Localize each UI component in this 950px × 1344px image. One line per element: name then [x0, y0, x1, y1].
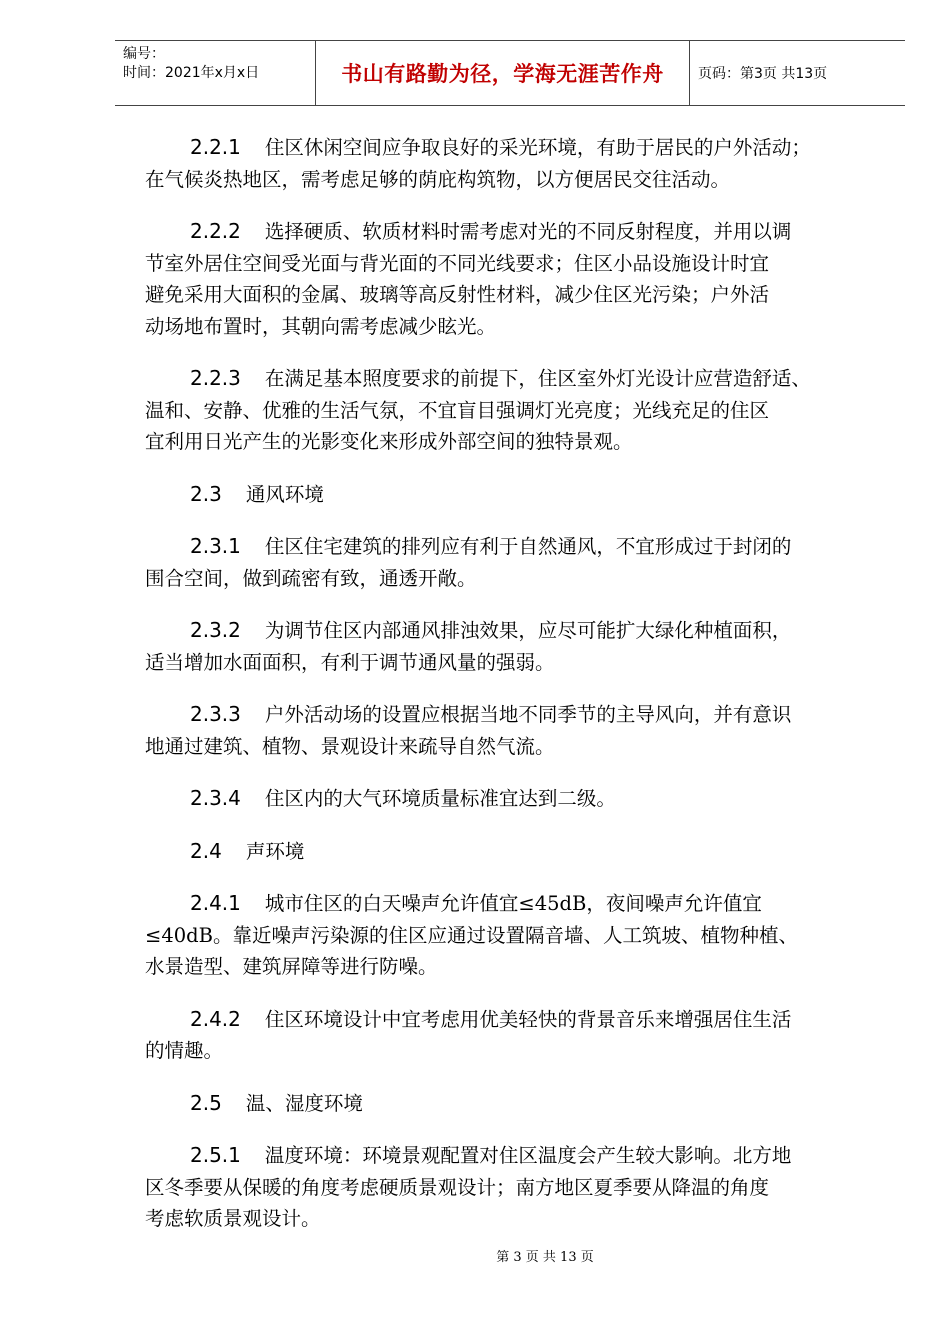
- section-number: 2.4.2: [190, 1006, 241, 1031]
- paragraph-line: 在气候炎热地区，需考虑足够的荫庇构筑物，以方便居民交往活动。: [145, 167, 731, 191]
- paragraph-line: 宜利用日光产生的光影变化来形成外部空间的独特景观。: [145, 430, 633, 453]
- paragraph-line: 温度环境：环境景观配置对住区温度会产生较大影响。北方地: [264, 1144, 792, 1167]
- section-number: 2.2.3: [190, 366, 241, 390]
- page-footer: 第 3 页 共 13 页: [496, 1250, 594, 1265]
- section-heading-2-4: [145, 836, 895, 868]
- paragraph-line: 住区住宅建筑的排列应有利于自然通风，不宜形成过于封闭的: [264, 535, 792, 558]
- paragraph-line: 住区休闲空间应争取良好的采光环境，有助于居民的户外活动；: [264, 136, 811, 159]
- paragraph-2-4-1: [145, 888, 895, 983]
- paragraph-2-3-4: [145, 783, 895, 815]
- paragraph-2-5-1: [145, 1140, 895, 1235]
- paragraph-line: 在满足基本照度要求的前提下，住区室外灯光设计应营造舒适、: [264, 367, 811, 390]
- paragraph-2-2-1: [145, 132, 895, 195]
- section-number: 2.2.1: [190, 135, 241, 159]
- paragraph-line: 户外活动场的设置应根据当地不同季节的主导风向，并有意识: [264, 703, 792, 726]
- header-meta-cell: [115, 41, 316, 105]
- section-number: 2.2.2: [190, 219, 241, 243]
- paragraph-line: 为调节住区内部通风排浊效果，应尽可能扩大绿化种植面积，: [264, 619, 792, 642]
- paragraph-line: 住区内的大气环境质量标准宜达到二级。: [264, 787, 616, 810]
- section-number: 2.5: [190, 1090, 222, 1115]
- paragraph-2-3-2: [145, 615, 895, 678]
- paragraph-2-4-2: [145, 1004, 895, 1067]
- paragraph-line: 城市住区的白天噪声允许值宜≤45dB，夜间噪声允许值宜: [264, 892, 762, 915]
- paragraph-2-3-1: [145, 531, 895, 594]
- paragraph-line: ≤40dB。靠近噪声污染源的住区应通过设置隔音墙、人工筑坡、植物种植、: [145, 923, 798, 947]
- paragraph-2-3-3: [145, 699, 895, 762]
- section-number: 2.4: [190, 838, 222, 863]
- section-number: 2.3: [190, 481, 222, 506]
- section-number: 2.3.2: [190, 618, 241, 642]
- paragraph-line: 选择硬质、软质材料时需考虑对光的不同反射程度，并用以调: [264, 220, 792, 243]
- paragraph-2-2-2: [145, 216, 895, 342]
- section-heading-2-5: [145, 1088, 895, 1120]
- paragraph-line: 水景造型、建筑屏障等进行防噪。: [145, 955, 438, 978]
- paragraph-line: 避免采用大面积的金属、玻璃等高反射性材料，减少住区光污染；户外活: [145, 283, 770, 306]
- section-number: 2.3.4: [190, 786, 241, 810]
- section-title: 温、湿度环境: [245, 1091, 363, 1115]
- section-number: 2.3.1: [190, 534, 241, 558]
- paragraph-line: 区冬季要从保暖的角度考虑硬质景观设计；南方地区夏季要从降温的角度: [145, 1175, 770, 1199]
- header-time-label: 时间：2021年x月x日: [123, 65, 260, 81]
- paragraph-2-2-3: [145, 363, 895, 458]
- paragraph-line: 温和、安静、优雅的生活气氛，不宜盲目强调灯光亮度；光线充足的住区: [145, 398, 770, 422]
- paragraph-line: 住区环境设计中宜考虑用优美轻快的背景音乐来增强居住生活: [264, 1007, 792, 1031]
- section-title: 声环境: [245, 839, 305, 863]
- paragraph-line: 节室外居住空间受光面与背光面的不同光线要求；住区小品设施设计时宜: [145, 251, 770, 275]
- section-number: 2.3.3: [190, 702, 241, 726]
- section-title: 通风环境: [245, 482, 324, 506]
- header-motto: 书山有路勤为径，学海无涯苦作舟: [316, 41, 690, 105]
- section-number: 2.4.1: [190, 891, 241, 915]
- paragraph-line: 适当增加水面面积，有利于调节通风量的强弱。: [145, 650, 555, 674]
- document-header: [115, 40, 905, 106]
- document-body: [145, 132, 895, 1256]
- header-code-label: 编号：: [123, 46, 165, 62]
- paragraph-line: 的情趣。: [145, 1039, 224, 1062]
- header-page-label: 页码：第3页 共13页: [698, 66, 828, 82]
- section-heading-2-3: [145, 479, 895, 511]
- paragraph-line: 动场地布置时，其朝向需考虑减少眩光。: [145, 314, 497, 338]
- paragraph-line: 围合空间，做到疏密有致，通透开敞。: [145, 566, 477, 590]
- section-number: 2.5.1: [190, 1143, 241, 1167]
- paragraph-line: 考虑软质景观设计。: [145, 1207, 321, 1230]
- paragraph-line: 地通过建筑、植物、景观设计来疏导自然气流。: [145, 734, 555, 758]
